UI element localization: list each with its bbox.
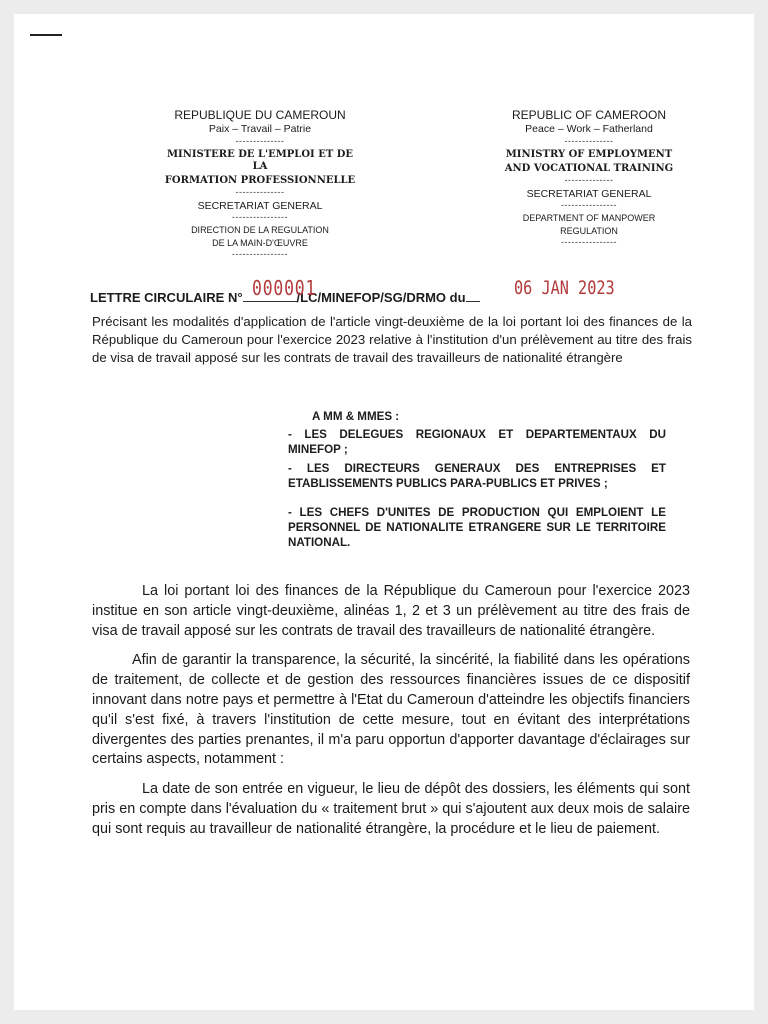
department-line-2: REGULATION	[560, 225, 618, 236]
separator: ----------------	[232, 248, 288, 259]
body-paragraph: La date de son entrée en vigueur, le lieu de dépôt des dossiers, les éléments qui sont pris en compte dans l'évaluation du « traitement brut » qui s'ajoutent aux deux mois de salaire qui sont requis au travailleur de nationalité étrangère, la procédure et le lieu de paiement.	[92, 781, 690, 837]
recipients-salutation: A MM & MMES :	[312, 410, 400, 423]
reference-suffix: /LC/MINEFOP/SG/DRMO du	[296, 290, 466, 305]
header-french	[160, 108, 360, 259]
body-paragraph: Afin de garantir la transparence, la sécurité, la sincérité, la fiabilité dans les opérations de traitement, de collecte et de gestion des ressources financières issues de ce dispositif innovant dans notre pays et permettre à l'Etat du Cameroun d'atteindre les objectifs financiers qu'il s'est fixé, à travers l'institution de cette mesure, tout en évitant des interprétations divergentes des parties prenantes, il m'a paru opportun d'apporter davantage d'éclairages sur certains aspects, notamment :	[92, 652, 690, 768]
country-name: REPUBLIQUE DU CAMEROUN	[174, 108, 346, 122]
ministry-name-line-2: AND VOCATIONAL TRAINING	[504, 162, 674, 174]
recipient-item: - LES DIRECTEURS GENERAUX DES ENTREPRISES ET ETABLISSEMENTS PUBLICS PARA-PUBLICS ET PRIVES ;	[288, 462, 666, 490]
separator: ----------------	[561, 236, 617, 247]
separator: ----------------	[561, 200, 617, 211]
national-motto: Paix – Travail – Patrie	[208, 123, 312, 136]
reference-prefix: LETTRE CIRCULAIRE N°	[90, 290, 243, 305]
country-name: REPUBLIC OF CAMEROON	[511, 108, 667, 122]
recipient-item: - LES DELEGUES REGIONAUX ET DEPARTEMENTAUX DU MINEFOP ;	[288, 428, 666, 456]
stamped-reference-number: 000001	[252, 276, 317, 300]
department-line-1: DEPARTMENT OF MANPOWER	[522, 212, 656, 223]
letter-subject: Précisant les modalités d'application de l'article vingt-deuxième de la loi portant loi des finances de la République du Cameroun pour l'exercice 2023 relative à l'institution d'un prélèvement au titre des frais de visa de travail apposé sur les contrats de travail des travailleurs de nationalité étrangère	[92, 314, 692, 365]
body-paragraph: La loi portant loi des finances de la République du Cameroun pour l'exercice 2023 institue en son article vingt-deuxième, alinéas 1, 2 et 3 un prélèvement au titre des frais de visa de travail apposé sur les contrats de travail des travailleurs de nationalité étrangère.	[92, 583, 690, 639]
letter-body	[92, 582, 690, 850]
separator: --------------	[235, 135, 285, 146]
ministry-name-line-1: MINISTERE DE L'EMPLOI ET DE LA	[166, 148, 354, 172]
separator: --------------	[564, 174, 614, 185]
separator: --------------	[235, 186, 285, 197]
recipients-block	[288, 409, 666, 554]
header-english	[498, 108, 680, 247]
separator: --------------	[564, 135, 614, 146]
ministry-name-line-1: MINISTRY OF EMPLOYMENT	[505, 148, 673, 160]
direction-line-1: DIRECTION DE LA REGULATION	[191, 224, 329, 235]
margin-mark	[30, 34, 62, 36]
separator: ----------------	[232, 212, 288, 223]
secretariat-general: SECRETARIAT GENERAL	[197, 199, 323, 212]
direction-line-2: DE LA MAIN-D'ŒUVRE	[212, 237, 308, 248]
date-blank	[466, 290, 480, 302]
secretariat-general: SECRETARIAT GENERAL	[526, 187, 652, 200]
recipient-item: - LES CHEFS D'UNITES DE PRODUCTION QUI EMPLOIENT LE PERSONNEL DE NATIONALITE ETRANGERE SUR LE TERRITOIRE NATIONAL.	[288, 506, 666, 549]
national-motto: Peace – Work – Fatherland	[525, 123, 653, 136]
stamped-date: 06 JAN 2023	[514, 277, 615, 299]
ministry-name-line-2: FORMATION PROFESSIONNELLE	[164, 174, 356, 186]
